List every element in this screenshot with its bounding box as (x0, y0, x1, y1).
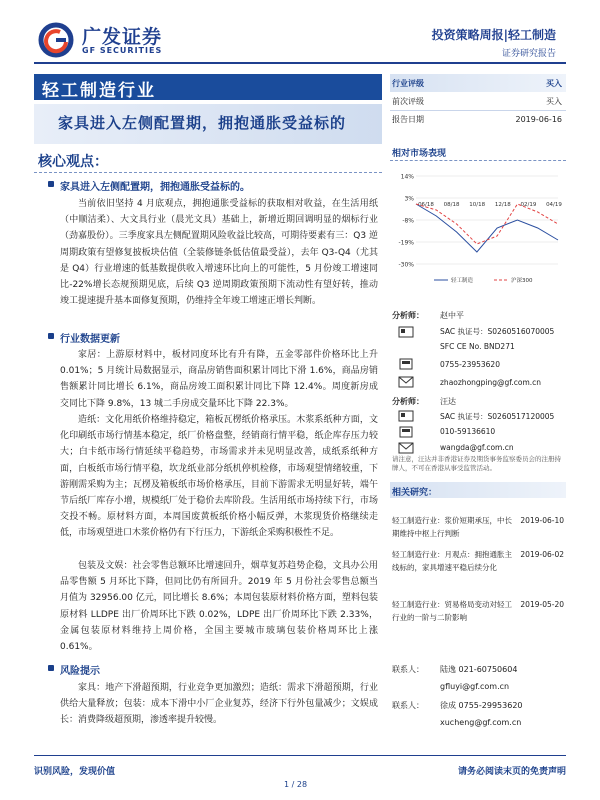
related-item-text: 轻工制造行业：贸易格局变动对轻工行业的一阶与二阶影响 (392, 600, 512, 622)
logo-text-cn: 广发证券 (82, 26, 163, 48)
contact-1-email[interactable]: gfluyi@gf.com.cn (440, 682, 510, 691)
core-divider (34, 172, 382, 173)
rating-row (392, 76, 562, 91)
email-icon (398, 376, 414, 388)
contact-2: 徐成 0755-29953620 (440, 701, 523, 710)
report-subtitle: 家具进入左侧配置期，拥抱通胀受益标的 (58, 114, 347, 132)
page-number: 1 / 28 (284, 780, 308, 789)
gf-logo (38, 22, 168, 58)
chart-xtick-label: 08/18 (443, 202, 460, 208)
footer-divider (34, 755, 566, 756)
analyst-1-name: 赵中平 (440, 311, 464, 320)
chart-xtick-label: 12/18 (494, 202, 511, 208)
prev-rating-label: 前次评级 (392, 97, 424, 106)
industry-title: 轻工制造行业 (42, 81, 156, 101)
chart-ytick-label: 14% (400, 173, 414, 181)
core-title: 核心观点： (38, 154, 108, 170)
analyst-1-email[interactable]: zhaozhongping@gf.com.cn (440, 378, 542, 387)
contact-1: 陆逸 021-60750604 (440, 665, 518, 674)
paragraph-packaging: 包装及文娱：社会零售总额环比增速回升，烟草复苏趋势企稳，文具办公用品零售额 5 月环比下降，但同比仍有所回升。2019 年 5 月份社会零售总额当月值为 32956.00 亿元，同比增长 8.6%；本周包装原材料价格方面，塑料包装原材料 LLDPE 出厂价周环比下跌 0.02%，LDPE 出厂价周环比下跌 2.33%，金属包装原材料维持上周价格，全国主要城市玻璃包装价格周环比上涨 0.61%。 (60, 561, 378, 653)
related-item-date: 2019-05-20 (520, 600, 564, 609)
rating-divider (390, 110, 566, 111)
related-title: 相关研究： (392, 488, 438, 498)
chart-legend-label: 沪深300 (511, 278, 533, 284)
report-date-value: 2019-06-16 (515, 115, 562, 124)
bullet-icon (48, 181, 54, 187)
logo-text-en: GF SECURITIES (82, 46, 163, 55)
report-date-row (392, 112, 562, 127)
footer-disclaimer: 请务必阅读末页的免责声明 (457, 767, 566, 777)
chart-legend-label: 轻工制造 (451, 278, 474, 284)
email-icon (398, 442, 414, 454)
paragraph-risk: 家具：地产下滑超预期，行业竞争更加激烈；造纸：需求下滑超预期，行业供给大量释放；包装：成本下滑中小厂企业复苏，经济下行外包量减少；文娱成长：消费降级超预期，渗透率提升较慢。 (60, 683, 378, 726)
section-risk: 风险提示 (60, 666, 100, 677)
related-item[interactable] (392, 598, 564, 624)
chart-ytick-label: -8% (402, 217, 414, 225)
related-item-text: 轻工制造行业：月观点：拥抱通胀主线标的，家具增速平稳后续分化 (392, 550, 512, 572)
chart-series-line (416, 204, 558, 244)
paragraph-paper: 造纸：文化用纸价格维持稳定，箱板瓦楞纸价格承压。木浆系纸种方面，文化印刷纸市场行情基本稳定，纸厂价格盘整，经销商行情平稳，纸企库存压力较大；白卡纸市场行情延续平稳趋势，市场需求并未见明显改善，成纸系纸种方面，白板纸市场行情平稳，坎龙纸业部分纸机停机检修，市场观望情绪较重，下游刚需采购为主；瓦楞及箱板纸市场价格承压，目前下游需求无明显好转，端午节后纸厂库存小增，规模纸厂处于稳价去库阶段。生活用纸市场持续下行，市场交投不畅。原材料方面，本周国废黄板纸价格小幅反弹，木浆现货价格继续走低，市场观望进口木浆价格仍有下行压力，下游纸企采购积极性不足。 (60, 415, 378, 539)
section-data-update: 行业数据更新 (60, 334, 120, 345)
header-divider (34, 62, 566, 64)
chart-xtick-label: 02/19 (520, 202, 537, 208)
prev-rating-value: 买入 (546, 97, 562, 106)
chart-ytick-label: -30% (398, 261, 414, 269)
analyst-2-sac: SAC 执证号：S0260517120005 (440, 412, 555, 421)
prev-rating-row (392, 94, 562, 109)
key-point: 家具进入左侧配置期，拥抱通胀受益标的。 (60, 182, 250, 193)
analyst-label: 分析师： (392, 311, 424, 320)
related-item-text: 轻工制造行业：浆价短期承压，中长期维持中枢上行判断 (392, 516, 512, 538)
bullet-icon (48, 665, 54, 671)
chart-xtick-label: 06/18 (418, 202, 434, 208)
contact-2-email[interactable]: xucheng@gf.com.cn (440, 718, 522, 727)
related-item-date: 2019-06-02 (520, 550, 564, 559)
analyst-1-sfc: SFC CE No. BND271 (440, 342, 515, 351)
report-type: 投资策略周报|轻工制造 (431, 28, 556, 42)
paragraph-outlook: 当前依旧坚持 4 月底观点，拥抱通胀受益标的获取相对收益，在生活用纸（中顺洁柔）、大文具行业（晨光文具）基础上，新增近期回调明显的烟标行业（劲嘉股份）。三季度家具左侧配置期风险收益比较高，可期待要素有三：Q3 逆周期政策有望修复披板块估值（全装修链条低估值最受益），去年 Q3-Q4（尤其是 Q4）行业增速的低基数提供收入增速环比向上的可能性，5 月份竣工增速同比-22%增长态规预期见底，后续 Q3 逆周期政策预期下流动性有望好转，推动竣工提速提升基本面修复预期，仍维持全年竣工增速正增长判断。 (60, 199, 378, 307)
report-date-label: 报告日期 (392, 115, 424, 124)
footer-slogan: 识别风险，发现价值 (34, 767, 116, 777)
gf-logo-icon (38, 22, 78, 58)
analyst-note: 请注意，汪达并非香港证券及期货事务监察委员会的注册持牌人，不可在香港从事受监管活动。 (392, 455, 561, 472)
phone-icon (398, 358, 414, 370)
chart-ytick-label: -19% (398, 239, 414, 247)
related-item[interactable] (392, 514, 564, 540)
analyst-label: 分析师： (392, 397, 424, 406)
chart-xtick-label: 10/18 (469, 202, 486, 208)
chart-xtick-label: 04/19 (546, 202, 562, 208)
rating-label: 行业评级 (392, 79, 424, 88)
analyst-2-phone: 010-59136610 (440, 427, 496, 436)
id-card-icon (398, 410, 414, 422)
analyst-2-email[interactable]: wangda@gf.com.cn (440, 443, 514, 452)
chart-ytick-label: 3% (404, 195, 414, 203)
analyst-2-name: 汪达 (440, 397, 456, 406)
market-chart (394, 168, 564, 288)
market-title: 相对市场表现 (392, 149, 447, 159)
related-item[interactable] (392, 548, 564, 574)
phone-icon (398, 426, 414, 438)
contact-label: 联系人： (392, 665, 424, 674)
analyst-1-sac: SAC 执证号：S0260516070005 (440, 327, 555, 336)
rating-value: 买入 (546, 79, 562, 88)
related-item-date: 2019-06-10 (520, 516, 564, 525)
bullet-icon (48, 333, 54, 339)
market-divider (390, 160, 566, 161)
report-category: 证券研究报告 (501, 49, 556, 59)
market-chart-svg (394, 168, 564, 288)
paragraph-home: 家居：上游原材料中，板材同度环比有升有降，五金零部件价格环比上升 0.01%；5 月统计局数据显示，商品房销售面积累计同比下滑 1.6%，商品房销售额累计同比增长 6.1%，商品房竣工面积累计同比下降 12.4%。周度新房成交同比下降 9.8%，13 城二手房成交量环比下降 22.3%。 (60, 350, 378, 409)
analyst-1-phone: 0755-23953620 (440, 360, 500, 369)
contact-label: 联系人： (392, 701, 424, 710)
id-card-icon (398, 326, 414, 338)
